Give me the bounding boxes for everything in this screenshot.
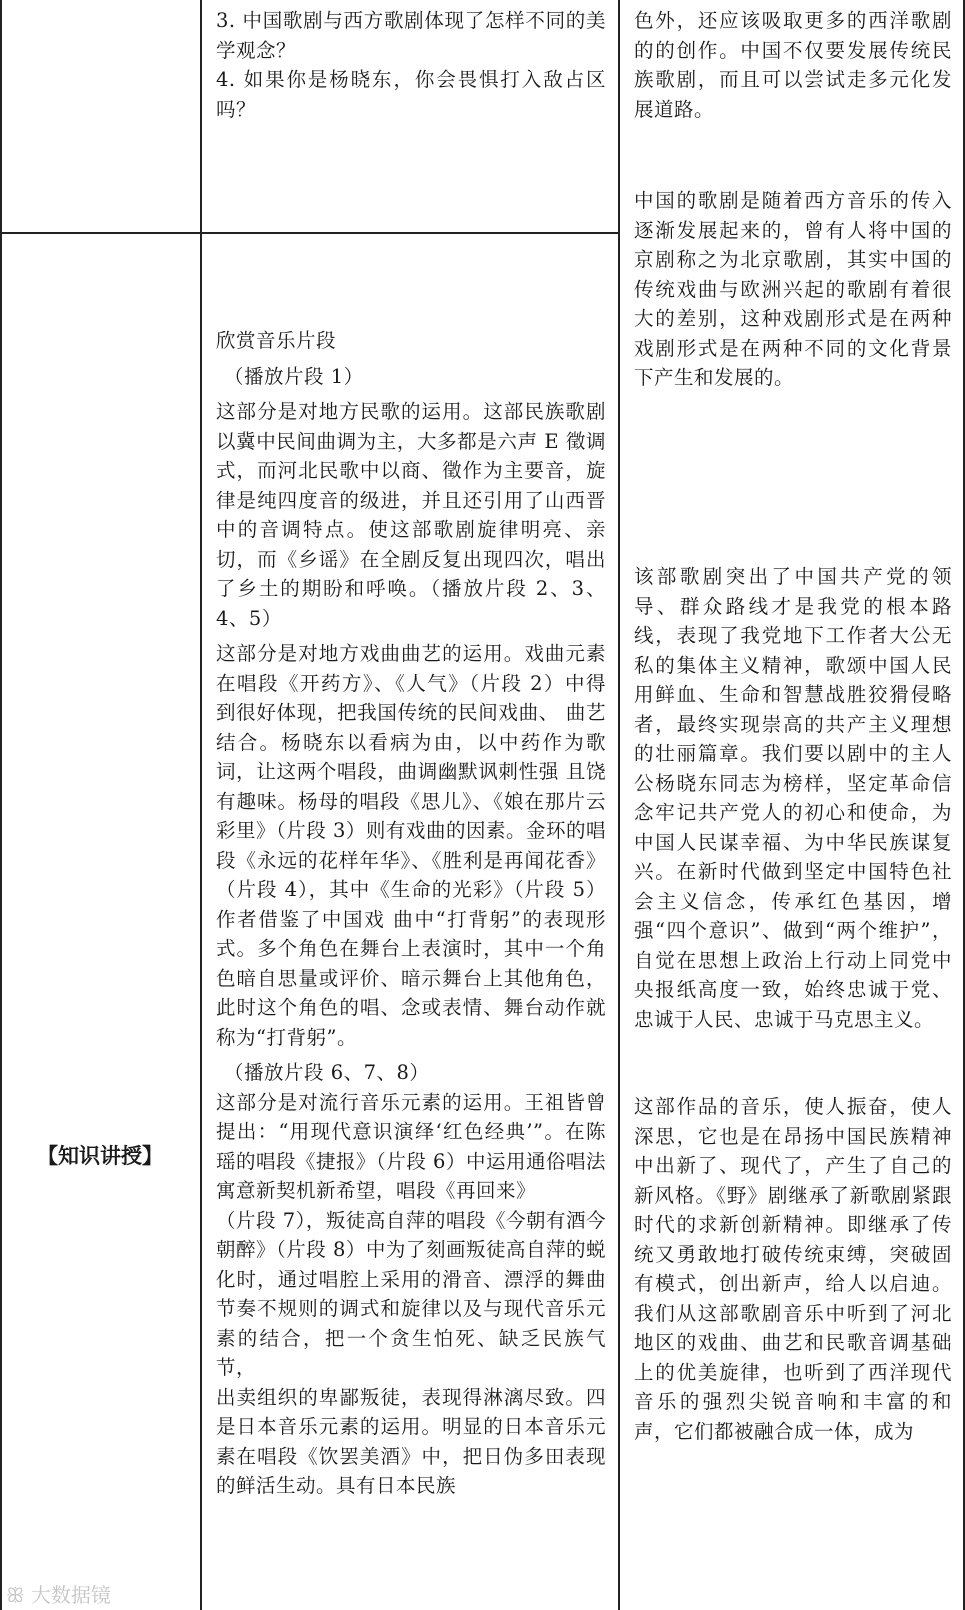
note-cell-history — [628, 186, 958, 393]
note-paragraph: 色外，还应该吸取更多的西洋歌剧的的创作。中国不仅要发展传统民族歌剧，而且可以尝试走多元化发展道路。 — [634, 9, 952, 121]
content-paragraph: 这部分是对地方戏曲曲艺的运用。戏曲元素在唱段《开药方》、《人气》（片段 2）中得到很好体现，把我国传统的民间戏曲、 曲艺结合。杨晓东以看病为由，以中药作为歌词，让这两个唱段，曲调幽默讽刺性强 且饶有趣味。杨母的唱段《思儿》、《娘在那片云彩里》（片段 3）则有戏曲的因素。金环的唱段《永远的花样年华》、《胜利是再闻花香》（片段 4），其中《生命的光彩》（片段 5）作者借鉴了中国戏 曲中“打背躬”的表现形式。多个角色在舞台上表演时，其中一个角色暗自思量或评价、暗示舞台上其他角色，此时这个角色的唱、念或表情、舞台动作就称为“打背躬”。 — [216, 642, 606, 1049]
content-paragraph: 出卖组织的卑鄙叛徒，表现得淋漓尽致。四是日本音乐元素的运用。明显的日本音乐元素在唱段《饮罢美酒》中，把日伪多田表现的鲜活生动。具有日本民族 — [216, 1385, 606, 1497]
watermark-logo: ꕥ 大数据镜 — [6, 1583, 111, 1607]
content-heading: 欣赏音乐片段 — [216, 329, 337, 352]
note-cell-music — [628, 1092, 958, 1446]
note-cell-theme — [628, 562, 958, 1034]
question-3: 3. 中国歌剧与西方歌剧体现了怎样不同的美学观念？ — [216, 9, 606, 62]
note-paragraph: 中国的歌剧是随着西方音乐的传入逐渐发展起来的，曾有人将中国的京剧称之为北京歌剧，其实中国的传统戏曲与欧洲兴起的歌剧有着很大的差别，这种戏剧形式是在两种戏剧形式是在两种不同的文化背景下产生和发展的。 — [634, 189, 952, 389]
watermark-text: 大数据镜 — [30, 1583, 111, 1607]
row-divider — [0, 232, 620, 234]
section-label: 【知识讲授】 — [37, 1144, 163, 1168]
questions-cell — [210, 6, 612, 124]
note-paragraph: 这部作品的音乐，使人振奋，使人深思，它也是在昂扬中国民族精神中出新了、现代了，产生了自己的新风格。《野》剧继承了新歌剧紧跟时代的求新创新精神。即继承了传统又勇敢地打破传统束缚，突破固有模式，创出新声，给人以启迪。我们从这部歌剧音乐中听到了河北地区的戏曲、曲艺和民歌音调基础上的优美旋律，也听到了西洋现代音乐的强烈尖锐音响和丰富的和声，它们都被融合成一体，成为 — [634, 1095, 952, 1443]
content-line: （播放片段 6、7、8） — [224, 1061, 430, 1084]
content-line: （播放片段 1） — [224, 364, 364, 388]
table-left-border — [0, 0, 2, 1610]
question-4: 4. 如果你是杨晓东，你会畏惧打入敌占区吗？ — [216, 68, 606, 121]
content-paragraph: （片段 7），叛徒高自萍的唱段《今朝有酒今朝醉》（片段 8）中为了刻画叛徒高自萍的蜕化时，通过唱腔上采用的滑音、漂浮的舞曲节奏不规则的调式和旋律以及与现代音乐元素的结合，把一个贪生怕死、缺乏民族气节， — [216, 1208, 606, 1379]
knowledge-content-cell — [210, 326, 612, 1501]
note-paragraph: 该部歌剧突出了中国共产党的领导、群众路线才是我党的根本路线，表现了我党地下工作者大公无私的集体主义精神，歌颂中国人民用鲜血、生命和智慧战胜狡猾侵略者，最终实现崇高的共产主义理想的壮丽篇章。我们要以剧中的主人公杨晓东同志为榜样，坚定革命信念牢记共产党人的初心和使命，为中国人民谋幸福、为中华民族谋复兴。在新时代做到坚定中国特色社会主义信念，传承红色基因，增强“四个意识”、做到“两个维护”，自觉在思想上政治上行动上同党中央报纸高度一致，始终忠诚于党、忠诚于人民、忠诚于马克思主义。 — [634, 565, 952, 1031]
column-divider-1 — [200, 0, 202, 1610]
column-divider-2 — [618, 0, 620, 1610]
note-cell-top — [628, 6, 958, 124]
content-paragraph: 这部分是对地方民歌的运用。这部民族歌剧以冀中民间曲调为主，大多都是六声 E 徵调式，而河北民歌中以商、徵作为主要音，旋律是纯四度音的级进，并且还引用了山西晋中的音调特点。使这部歌剧旋律明亮、亲切，而《乡谣》在全剧反复出现四次，唱出了乡土的期盼和呼唤。（播放片段 2、3、4、5） — [216, 400, 606, 630]
content-paragraph: 这部分是对流行音乐元素的运用。王祖皆曾提出：“用现代意识演绎‘红色经典’”。在陈瑶的唱段《捷报》（片段 6）中运用通俗唱法寓意新契机新希望，唱段《再回来》 — [216, 1090, 606, 1202]
